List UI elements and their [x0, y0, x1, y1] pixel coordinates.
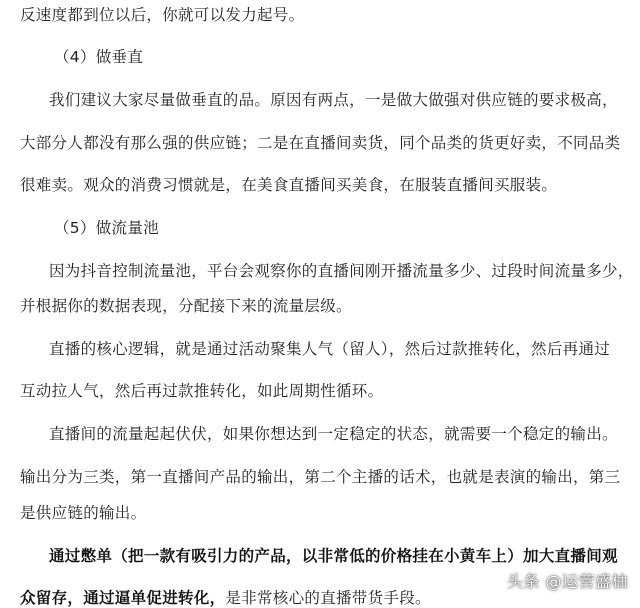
paragraph-line: 是供应链的输出。	[20, 504, 147, 522]
paragraph-line: 因为抖音控制流量池，平台会观察你的直播间刚开播流量多少、过段时间流量多少，	[49, 262, 634, 280]
paragraph-line: 大部分人都没有那么强的供应链；二是在直播间卖货，同个品类的货更好卖，不同品类	[20, 134, 621, 152]
section-heading-traffic-pool: （5）做流量池	[54, 219, 159, 237]
regular-text: 是非常核心的直播带货手段。	[225, 589, 431, 607]
paragraph-line: 反速度都到位以后，你就可以发力起号。	[20, 6, 305, 24]
paragraph-line: 直播的核心逻辑，就是通过活动聚集人气（留人），然后过款推转化，然后再通过	[49, 340, 611, 358]
paragraph-line: 输出分为三类，第一直播间产品的输出，第二个主播的话术，也就是表演的输出，第三	[20, 468, 621, 486]
bold-text: 众留存，通过逼单促进转化，	[20, 589, 226, 607]
paragraph-line: 很难卖。观众的消费习惯就是，在美食直播间买美食，在服装直播间买服装。	[20, 176, 558, 194]
paragraph-line-mixed	[20, 588, 431, 608]
paragraph-line: 直播间的流量起起伏伏，如果你想达到一定稳定的状态，就需要一个稳定的输出。	[49, 425, 618, 443]
paragraph-line-bold: 通过憋单（把一款有吸引力的产品，以非常低的价格挂在小黄车上）加大直播间观	[49, 547, 618, 565]
paragraph-line: 我们建议大家尽量做垂直的品。原因有两点，一是做大做强对供应链的要求极高，	[49, 91, 618, 109]
section-heading-vertical: （4）做垂直	[54, 48, 144, 66]
toutiao-watermark: 头条 @运营盛柚	[506, 572, 628, 591]
paragraph-line: 互动拉人气，然后再过款推转化，如此周期性循环。	[20, 382, 384, 400]
paragraph-line: 并根据你的数据表现，分配接下来的流量层级。	[20, 297, 352, 315]
